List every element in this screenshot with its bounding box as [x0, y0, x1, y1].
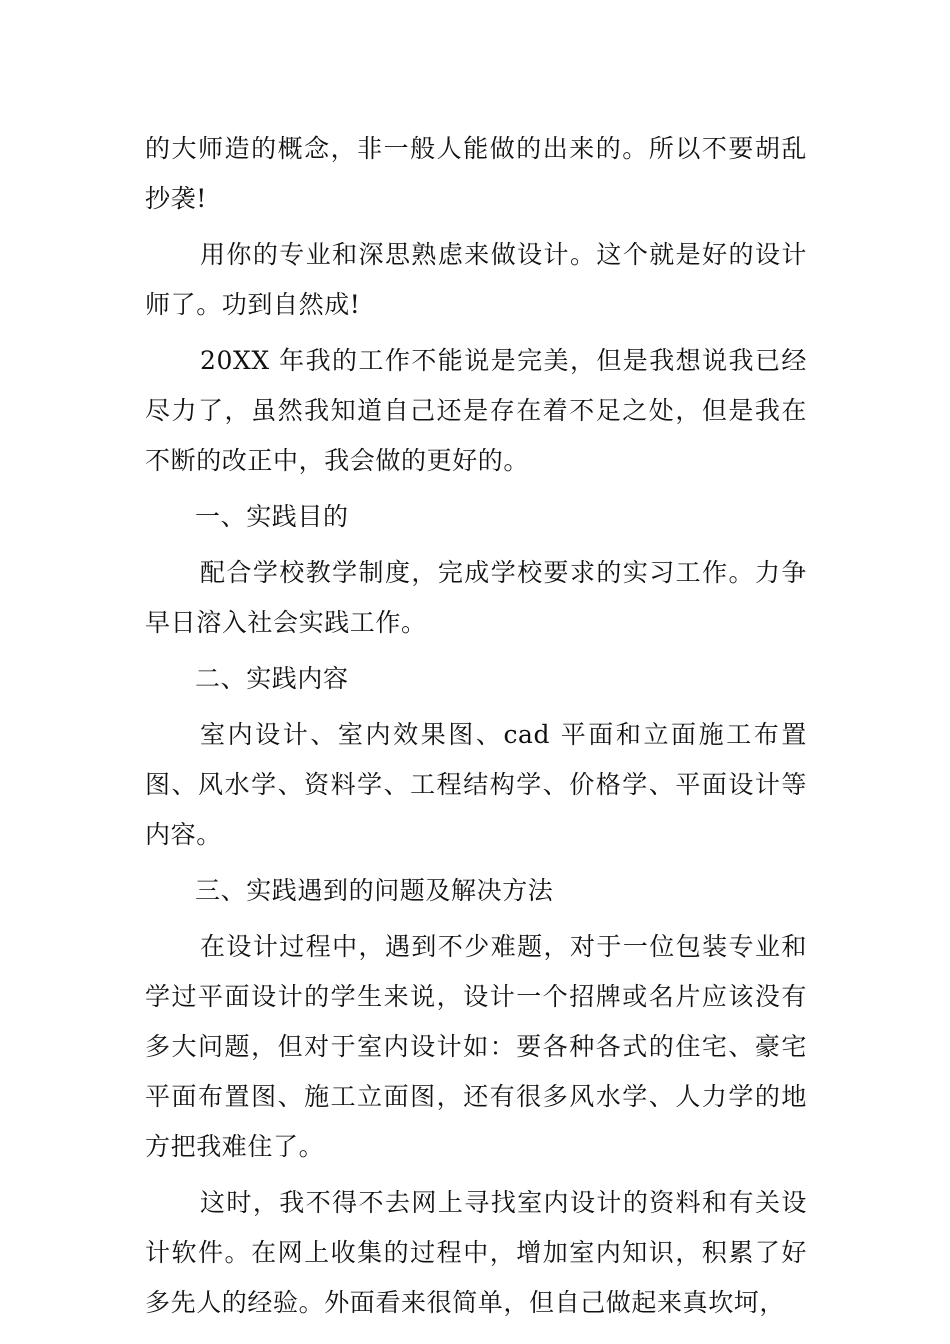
paragraph-content: 室内设计、室内效果图、cad 平面和立面施工布置图、风水学、资料学、工程结构学、价格学、平面设计等内容。	[145, 720, 807, 849]
section-heading-content: 二、实践内容	[195, 664, 349, 693]
paragraph-problems: 在设计过程中，遇到不少难题，对于一位包装专业和学过平面设计的学生来说，设计一个招牌或名片应该没有多大问题，但对于室内设计如：要各种各式的住宅、豪宅平面布置图、施工立面图，还有很多风水学、人力学的地方把我难住了。	[145, 932, 807, 1161]
paragraph-design-advice: 用你的专业和深思熟虑来做设计。这个就是好的设计师了。功到自然成!	[145, 240, 807, 319]
section-heading-problems: 三、实践遇到的问题及解决方法	[195, 876, 554, 905]
paragraph-solutions: 这时，我不得不去网上寻找室内设计的资料和有关设计软件。在网上收集的过程中，增加室内知识，积累了好多先人的经验。外面看来很简单，但自己做起来真坎坷，	[145, 1188, 807, 1317]
paragraph-year-summary: 20XX 年我的工作不能说是完美，但是我想说我已经尽力了，虽然我知道自己还是存在着不足之处，但是我在不断的改正中，我会做的更好的。	[145, 346, 807, 475]
paragraph-purpose: 配合学校教学制度，完成学校要求的实习工作。力争早日溶入社会实践工作。	[145, 558, 807, 637]
section-heading-purpose: 一、实践目的	[195, 502, 349, 531]
paragraph-continuation: 的大师造的概念，非一般人能做的出来的。所以不要胡乱抄袭!	[145, 134, 807, 213]
document-body	[145, 124, 807, 1334]
